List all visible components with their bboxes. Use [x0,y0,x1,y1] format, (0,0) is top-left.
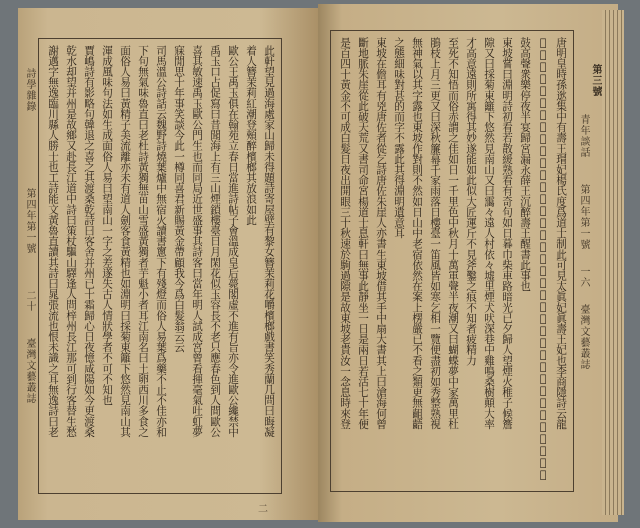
text-column: 斷地脈朱崖從此破天荒又書司命宮楊道士息軒曰無事此靜坐一日是兩日若活七十年便 [357,37,369,430]
right-page [318,4,618,522]
text-column: 此軒望見過海處家山歸未得題詩寄屋壁有黎女簪茉莉花嚼檳榔戲書笑秀蘭几問曰晦凝 [263,45,275,438]
page-edges [602,10,624,515]
left-margin-page: 二十 [24,290,35,312]
text-column: 謝邁字無逸臨川縣人勝士也工詩能文黃魯直讀其詩曰晁張流也恨未識之耳無逸詩曰老 [47,45,59,438]
text-column: 賈嶋詩有影略句韓退之喜之其渡桑乾詩曰客舍并州已十霜歸心日夜憶咸陽如今更渡桑 [83,45,95,438]
text-column: 下句無氣味魯直曰老杜詩黃獨無苗山雪盛黃獨者芋魁小者耳江南名曰土卵西川多食之 [137,45,149,438]
text-column: 是百四十黃金不可成白髮日夜出開眼三十秋速於駒過隙是故東坡老貴汝一念息時來登 [339,37,351,430]
text-column: 唐明皇時孫逖集中有壽王瑁妃楊氏度爲道士制此可見太眞妃眞壽王妃也李商隱詩云龍 [555,37,567,430]
text-column: 無神氣以其字露也東坡作對則不然如日山中老宿依然在案上楞嚴已不看之類更無齟齬 [411,37,423,430]
left-page [18,8,320,520]
right-margin-header: 第三號 [590,64,601,97]
text-column: 隙又曰採菊東籬下悠然見南山又曰靄々遠人村依々墟里煙犬吠深巷中雞鳴桑樹顛大率 [483,37,495,430]
text-column: 寐閒思十年事笑談今此一樽同喜君新賜黃金帶顧我今爲白髮翁云云 [173,45,185,353]
text-column: 禹玉口占促寫曰昔聞海上有三山煙鎖樓臺日月閑花似玉容長不老只應春色到人間歐公 [209,45,221,438]
text-column: 𥬟飛泉泛暖香九龍呵護玉蓮房平明每幸長生殿不從金輿惟壽王又云龍池賜酒敞雲屏羯 [537,37,549,481]
text-column: 乾水却望并州是故鄉又赴長江道中詩曰策杖驅山驛逢人問梓州長江那可到行客替生愁 [65,45,77,438]
right-margin-title: 青年談話 [578,114,589,158]
text-column: 之態細味對甚的而字不露此其得淵明遺意耳 [393,37,405,239]
left-margin-issue: 第四年第一號 [24,188,35,254]
text-column: 着人簪茉莉紅潮登頰醉檳榔其放浪如此 [245,45,257,226]
text-column: 鵑枝上月三更又曰深秋簾幕千家雨落日樓臺一笛風皆如寒乞相一覽便盡初如秀整熟視 [429,37,441,430]
text-column: 司馬溫公詩話云魏野詩燒葉爐中無宿火讀書窻下有殘燈而俗人易葉爲藥不止不佳亦和 [155,45,167,438]
left-page-number: 二 [258,504,268,515]
text-column: 鼓高聲衆樂停夜半宴歸宮漏永薛王沉醉壽王醒書此事也 [519,37,531,292]
text-column: 面俗人易曰黃精子美流離亦未有道人劍客食黃精也如淵明曰採菊東籬下悠然見南山其 [119,45,131,438]
left-text-frame [38,38,282,494]
text-column: 渾成風味句法如生成面俗人易曰望南山一字之差遂失古人情狀學者不可不知也 [101,45,113,406]
right-margin-page: 一六 [578,266,589,288]
text-column: 歐公王禹玉俱在翰苑立春日當進詩帖子會溫成皇后薨閣虛不進有旨亦令進歐公纔禁中 [227,45,239,438]
left-margin-journal: 臺灣文藝叢誌 [24,338,35,404]
text-column: 至死不知悟而俗赤謂之佳如日一千里色中秋月十萬軍聲半夜潮又曰蝴蝶夢中家萬里杜 [447,37,459,430]
right-margin-issue: 第四年第一號 [578,184,589,250]
left-text-body [39,39,281,493]
text-column: 東坡在儋耳有兇唐佐者從乞詩唐佐朱崖人亦書生東坡借其手中扇大書其上曰滄海何曾 [375,37,387,430]
right-text-frame [330,30,574,492]
text-column: 喜其敏速禹玉歐公門生也而同局近世盛事其詩客曰當年明人試成宮曾看揮毫氣吐虹夢 [191,45,203,438]
text-column: 東坡嘗曰淵明詩初看若散緩熟看有奇句如日暮巾柴車路暗光已夕歸人望煙火稚子候簷 [501,37,513,430]
text-column: 才高意遠則所寓得其妙遂能如此似大匠運斤不見斧鑿之痕不知者疲精力 [465,37,477,366]
left-margin-title: 詩學雜錄 [24,68,35,112]
right-margin-journal: 臺灣文藝叢誌 [578,304,589,370]
right-text-body [331,31,573,491]
